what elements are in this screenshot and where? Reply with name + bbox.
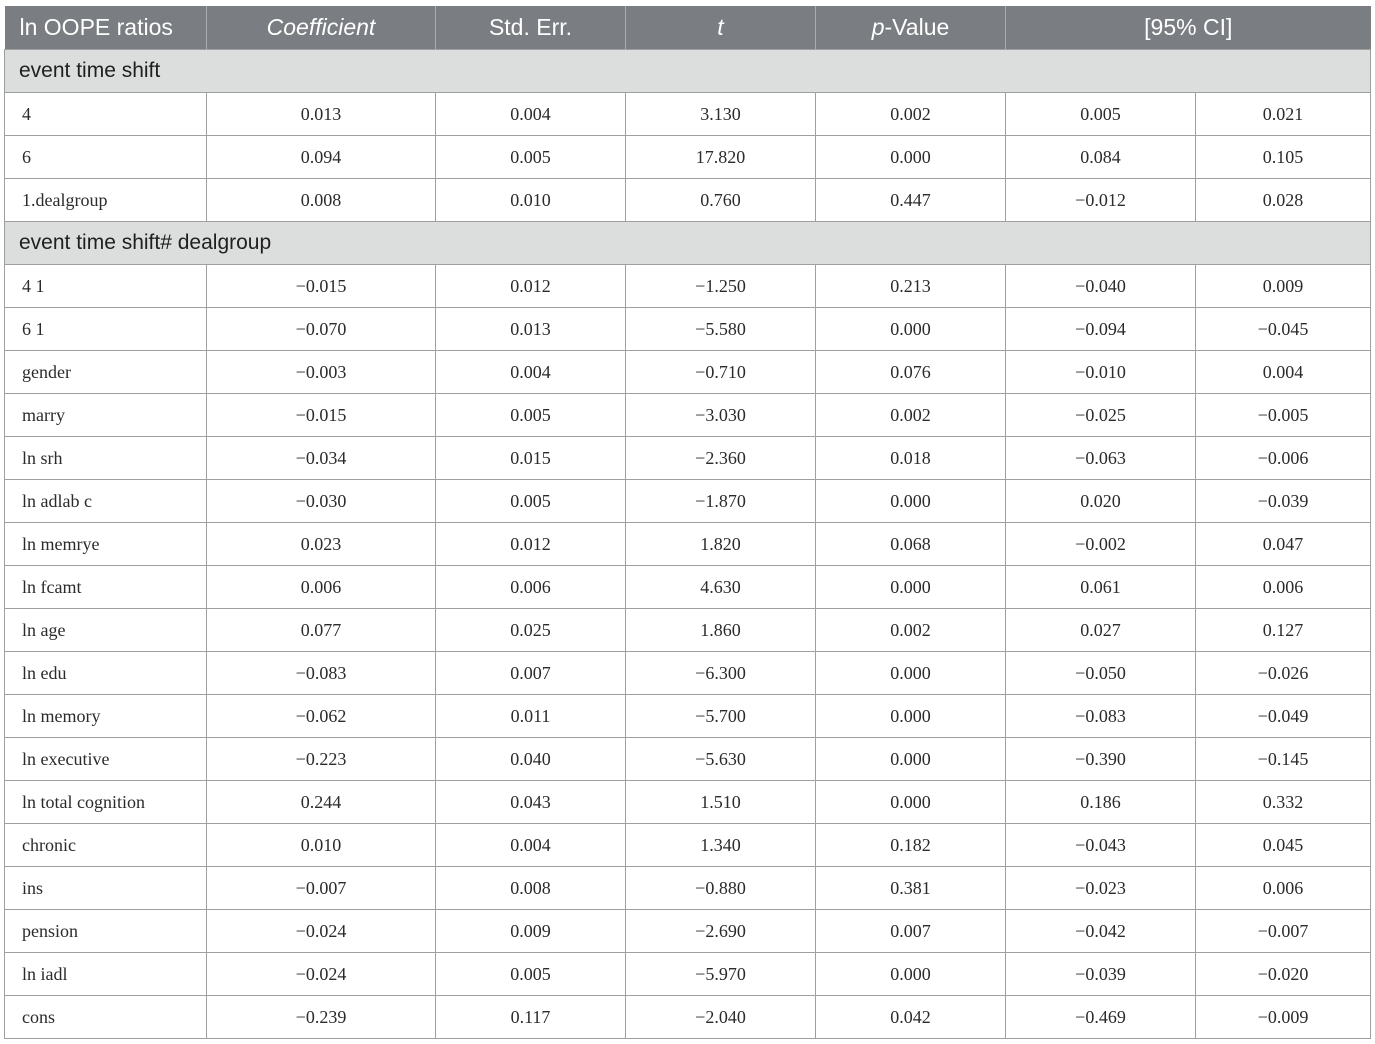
table-row (5, 867, 1371, 910)
cell-label: marry (5, 394, 207, 437)
table-row (5, 953, 1371, 996)
cell-se: 0.005 (436, 136, 626, 179)
cell-coef: 0.023 (207, 523, 436, 566)
cell-label: ln memrye (5, 523, 207, 566)
cell-t: 0.760 (626, 179, 816, 222)
cell-ci-high: 0.004 (1196, 351, 1371, 394)
header-t: t (626, 6, 816, 50)
cell-t: 1.820 (626, 523, 816, 566)
table-row (5, 394, 1371, 437)
header-coefficient: Coefficient (207, 6, 436, 50)
cell-ci-low: −0.043 (1006, 824, 1196, 867)
cell-label: 6 (5, 136, 207, 179)
cell-t: −6.300 (626, 652, 816, 695)
cell-t: 4.630 (626, 566, 816, 609)
cell-p: 0.213 (816, 265, 1006, 308)
table-row (5, 437, 1371, 480)
cell-p: 0.000 (816, 136, 1006, 179)
cell-se: 0.004 (436, 824, 626, 867)
cell-ci-low: −0.042 (1006, 910, 1196, 953)
cell-t: −2.690 (626, 910, 816, 953)
cell-se: 0.008 (436, 867, 626, 910)
section-row (5, 222, 1371, 265)
table-row (5, 781, 1371, 824)
cell-se: 0.025 (436, 609, 626, 652)
cell-ci-high: 0.045 (1196, 824, 1371, 867)
cell-t: −2.040 (626, 996, 816, 1039)
cell-ci-high: 0.028 (1196, 179, 1371, 222)
cell-coef: −0.024 (207, 953, 436, 996)
cell-ci-high: −0.039 (1196, 480, 1371, 523)
cell-ci-high: 0.127 (1196, 609, 1371, 652)
cell-ci-high: 0.047 (1196, 523, 1371, 566)
section-row (5, 50, 1371, 93)
cell-t: −5.970 (626, 953, 816, 996)
cell-label: chronic (5, 824, 207, 867)
table-row (5, 738, 1371, 781)
cell-coef: 0.006 (207, 566, 436, 609)
cell-coef: −0.083 (207, 652, 436, 695)
cell-coef: −0.062 (207, 695, 436, 738)
cell-p: 0.000 (816, 781, 1006, 824)
cell-ci-low: −0.025 (1006, 394, 1196, 437)
cell-ci-low: 0.186 (1006, 781, 1196, 824)
cell-p: 0.000 (816, 566, 1006, 609)
cell-p: 0.002 (816, 93, 1006, 136)
cell-ci-high: −0.045 (1196, 308, 1371, 351)
cell-label: cons (5, 996, 207, 1039)
cell-coef: 0.008 (207, 179, 436, 222)
cell-t: 1.340 (626, 824, 816, 867)
cell-se: 0.007 (436, 652, 626, 695)
cell-ci-high: −0.005 (1196, 394, 1371, 437)
table-row (5, 566, 1371, 609)
cell-p: 0.042 (816, 996, 1006, 1039)
header-std-err: Std. Err. (436, 6, 626, 50)
cell-coef: −0.024 (207, 910, 436, 953)
cell-label: ins (5, 867, 207, 910)
cell-coef: 0.094 (207, 136, 436, 179)
cell-ci-high: −0.049 (1196, 695, 1371, 738)
header-p-value (816, 6, 1006, 50)
cell-ci-low: 0.027 (1006, 609, 1196, 652)
cell-label: gender (5, 351, 207, 394)
cell-label: ln fcamt (5, 566, 207, 609)
cell-se: 0.005 (436, 480, 626, 523)
cell-ci-low: −0.050 (1006, 652, 1196, 695)
cell-label: ln executive (5, 738, 207, 781)
cell-t: −0.880 (626, 867, 816, 910)
cell-ci-high: 0.009 (1196, 265, 1371, 308)
cell-label: pension (5, 910, 207, 953)
table-row (5, 480, 1371, 523)
cell-se: 0.011 (436, 695, 626, 738)
cell-label: ln memory (5, 695, 207, 738)
table-row (5, 996, 1371, 1039)
cell-se: 0.009 (436, 910, 626, 953)
cell-ci-high: −0.020 (1196, 953, 1371, 996)
header-row (5, 6, 1371, 50)
cell-label: ln iadl (5, 953, 207, 996)
cell-coef: −0.015 (207, 265, 436, 308)
cell-p: 0.381 (816, 867, 1006, 910)
cell-se: 0.005 (436, 953, 626, 996)
cell-coef: −0.070 (207, 308, 436, 351)
cell-ci-low: −0.012 (1006, 179, 1196, 222)
cell-ci-low: −0.063 (1006, 437, 1196, 480)
table-body (5, 50, 1371, 1039)
table-row (5, 265, 1371, 308)
cell-t: −1.870 (626, 480, 816, 523)
cell-se: 0.117 (436, 996, 626, 1039)
cell-p: 0.182 (816, 824, 1006, 867)
cell-t: 1.510 (626, 781, 816, 824)
table-row (5, 351, 1371, 394)
cell-ci-low: −0.023 (1006, 867, 1196, 910)
cell-ci-high: 0.006 (1196, 566, 1371, 609)
cell-p: 0.007 (816, 910, 1006, 953)
table-row (5, 910, 1371, 953)
cell-p: 0.447 (816, 179, 1006, 222)
cell-coef: 0.077 (207, 609, 436, 652)
cell-coef: −0.034 (207, 437, 436, 480)
table-row (5, 179, 1371, 222)
cell-p: 0.002 (816, 609, 1006, 652)
cell-ci-low: −0.083 (1006, 695, 1196, 738)
regression-table-container (4, 6, 1370, 1039)
cell-label: ln adlab c (5, 480, 207, 523)
cell-t: −3.030 (626, 394, 816, 437)
cell-se: 0.012 (436, 523, 626, 566)
cell-se: 0.004 (436, 93, 626, 136)
cell-ci-low: −0.469 (1006, 996, 1196, 1039)
cell-t: −5.580 (626, 308, 816, 351)
cell-ci-low: −0.002 (1006, 523, 1196, 566)
cell-p: 0.068 (816, 523, 1006, 566)
cell-coef: −0.030 (207, 480, 436, 523)
header-p-rest: -Value (884, 14, 950, 40)
cell-ci-low: −0.010 (1006, 351, 1196, 394)
cell-label: ln srh (5, 437, 207, 480)
cell-ci-low: −0.094 (1006, 308, 1196, 351)
table-row (5, 136, 1371, 179)
cell-se: 0.004 (436, 351, 626, 394)
cell-coef: 0.244 (207, 781, 436, 824)
cell-ci-high: −0.026 (1196, 652, 1371, 695)
cell-label: ln age (5, 609, 207, 652)
cell-coef: −0.223 (207, 738, 436, 781)
cell-se: 0.005 (436, 394, 626, 437)
cell-label: 4 1 (5, 265, 207, 308)
cell-ci-high: 0.332 (1196, 781, 1371, 824)
cell-label: 6 1 (5, 308, 207, 351)
cell-ci-high: −0.006 (1196, 437, 1371, 480)
table-row (5, 609, 1371, 652)
cell-ci-high: 0.021 (1196, 93, 1371, 136)
cell-t: −5.700 (626, 695, 816, 738)
cell-t: −1.250 (626, 265, 816, 308)
cell-p: 0.000 (816, 738, 1006, 781)
cell-ci-low: −0.039 (1006, 953, 1196, 996)
table-row (5, 695, 1371, 738)
cell-se: 0.015 (436, 437, 626, 480)
header-p-italic: p (871, 14, 885, 40)
cell-ci-low: 0.020 (1006, 480, 1196, 523)
cell-coef: −0.003 (207, 351, 436, 394)
cell-ci-low: 0.061 (1006, 566, 1196, 609)
cell-p: 0.018 (816, 437, 1006, 480)
cell-se: 0.012 (436, 265, 626, 308)
section-title: event time shift (5, 50, 1371, 93)
cell-coef: −0.015 (207, 394, 436, 437)
table-row (5, 824, 1371, 867)
cell-t: −0.710 (626, 351, 816, 394)
cell-t: −5.630 (626, 738, 816, 781)
cell-ci-low: 0.005 (1006, 93, 1196, 136)
cell-label: 4 (5, 93, 207, 136)
section-title: event time shift# dealgroup (5, 222, 1371, 265)
cell-t: −2.360 (626, 437, 816, 480)
cell-p: 0.000 (816, 480, 1006, 523)
cell-p: 0.000 (816, 308, 1006, 351)
cell-label: ln total cognition (5, 781, 207, 824)
cell-coef: −0.239 (207, 996, 436, 1039)
cell-ci-high: −0.009 (1196, 996, 1371, 1039)
cell-t: 3.130 (626, 93, 816, 136)
table-row (5, 652, 1371, 695)
header-ci: [95% CI] (1006, 6, 1371, 50)
cell-ci-low: −0.040 (1006, 265, 1196, 308)
cell-ci-low: 0.084 (1006, 136, 1196, 179)
cell-se: 0.040 (436, 738, 626, 781)
cell-se: 0.006 (436, 566, 626, 609)
cell-p: 0.000 (816, 652, 1006, 695)
cell-label: 1.dealgroup (5, 179, 207, 222)
header-variable: ln OOPE ratios (5, 6, 207, 50)
cell-p: 0.002 (816, 394, 1006, 437)
cell-ci-low: −0.390 (1006, 738, 1196, 781)
cell-p: 0.000 (816, 953, 1006, 996)
cell-se: 0.013 (436, 308, 626, 351)
cell-p: 0.076 (816, 351, 1006, 394)
cell-ci-high: 0.006 (1196, 867, 1371, 910)
cell-coef: −0.007 (207, 867, 436, 910)
regression-table (4, 6, 1371, 1039)
cell-t: 17.820 (626, 136, 816, 179)
table-row (5, 523, 1371, 566)
cell-ci-high: −0.007 (1196, 910, 1371, 953)
cell-se: 0.043 (436, 781, 626, 824)
table-row (5, 308, 1371, 351)
cell-label: ln edu (5, 652, 207, 695)
cell-ci-high: −0.145 (1196, 738, 1371, 781)
cell-coef: 0.010 (207, 824, 436, 867)
cell-t: 1.860 (626, 609, 816, 652)
cell-p: 0.000 (816, 695, 1006, 738)
cell-coef: 0.013 (207, 93, 436, 136)
cell-ci-high: 0.105 (1196, 136, 1371, 179)
table-row (5, 93, 1371, 136)
cell-se: 0.010 (436, 179, 626, 222)
